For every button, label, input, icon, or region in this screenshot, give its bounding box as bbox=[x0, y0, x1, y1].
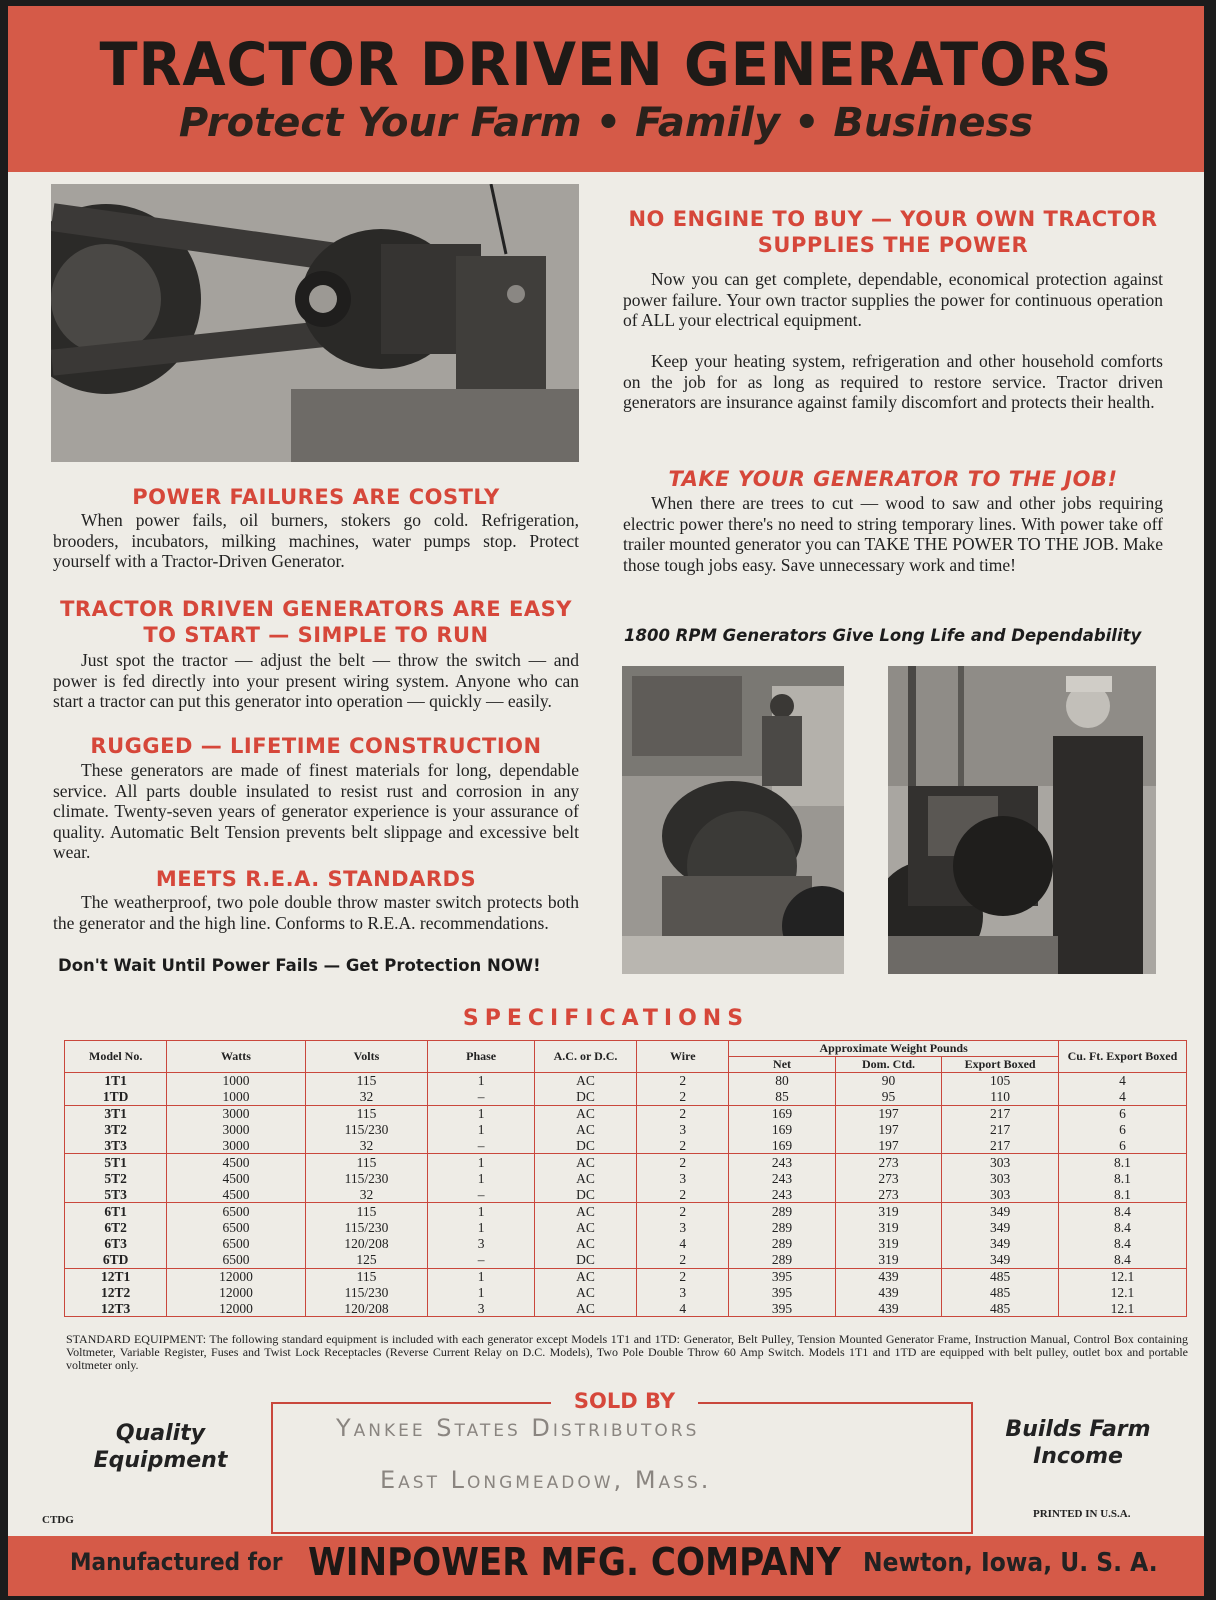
section-heading-rugged: RUGGED — LIFETIME CONSTRUCTION bbox=[90, 734, 542, 758]
table-cell: 5T2 bbox=[65, 1170, 167, 1186]
table-cell: 4 bbox=[1058, 1073, 1186, 1089]
table-cell: 197 bbox=[835, 1105, 941, 1121]
table-cell: 2 bbox=[637, 1073, 729, 1089]
header-banner bbox=[8, 6, 1204, 172]
col-volts: Volts bbox=[305, 1041, 428, 1073]
col-watts: Watts bbox=[167, 1041, 305, 1073]
standard-equipment-note: STANDARD EQUIPMENT: The following standard equipment is included with each generator except Models 1T1 and 1TD: Generator, Belt Pulley, Tension Mounted Generator Frame, Instruction Manual, Control Box containing Voltmeter, Variable Register, Fuses and Twist Lock Receptacles (Reverse Current Relay on D.C. Models), Two Pole Double Throw 60 Amp Switch. Models 1T1 and 1TD are equipped with belt pulley, outlet box and portable voltmeter only. bbox=[66, 1332, 1188, 1372]
table-cell: 319 bbox=[835, 1203, 941, 1219]
table-cell: 105 bbox=[942, 1073, 1059, 1089]
table-cell: 319 bbox=[835, 1235, 941, 1251]
table-cell: 169 bbox=[729, 1138, 835, 1154]
table-cell: 2 bbox=[637, 1154, 729, 1170]
table-cell: 303 bbox=[942, 1154, 1059, 1170]
table-cell: 95 bbox=[835, 1089, 941, 1105]
table-cell: 217 bbox=[942, 1138, 1059, 1154]
table-cell: AC bbox=[534, 1301, 636, 1317]
table-cell: 3000 bbox=[167, 1105, 305, 1121]
section-body-rugged: These generators are made of finest materials for long, dependable service. All parts double insulated to resist rust and corrosion in any climate. Twenty-seven years of generator experience is your assurance of quality. Automatic Belt Tension prevents belt slippage and excessive belt wear. bbox=[53, 760, 579, 862]
table-cell: 125 bbox=[305, 1252, 428, 1268]
table-cell: 3T3 bbox=[65, 1138, 167, 1154]
table-cell: 8.4 bbox=[1058, 1235, 1186, 1251]
table-cell: 485 bbox=[942, 1268, 1059, 1284]
section-heading-rea: MEETS R.E.A. STANDARDS bbox=[155, 867, 477, 891]
table-cell: 12000 bbox=[167, 1268, 305, 1284]
table-cell: 1T1 bbox=[65, 1073, 167, 1089]
table-cell: 3000 bbox=[167, 1138, 305, 1154]
table-cell: 6500 bbox=[167, 1219, 305, 1235]
table-cell: 6 bbox=[1058, 1105, 1186, 1121]
table-cell: AC bbox=[534, 1073, 636, 1089]
manufacturer-location: Newton, Iowa, U. S. A. bbox=[863, 1548, 1158, 1578]
table-cell: 32 bbox=[305, 1138, 428, 1154]
table-cell: 80 bbox=[729, 1073, 835, 1089]
form-code: CTDG bbox=[42, 1514, 74, 1526]
table-cell: – bbox=[428, 1187, 534, 1203]
flyer-page bbox=[8, 6, 1204, 1596]
dealer-stamp-location: East Longmeadow, Mass. bbox=[380, 1466, 712, 1494]
table-cell: 289 bbox=[729, 1252, 835, 1268]
table-cell: 319 bbox=[835, 1252, 941, 1268]
table-cell: 6TD bbox=[65, 1252, 167, 1268]
table-cell: 110 bbox=[942, 1089, 1059, 1105]
section-body-power-failures: When power fails, oil burners, stokers go cold. Refrigeration, brooders, incubators, milking machines, water pumps stop. Protect yourself with a Tractor-Driven Generator. bbox=[53, 510, 579, 571]
manufacturer-name: WINPOWER MFG. COMPANY bbox=[308, 1540, 841, 1584]
table-cell: 8.1 bbox=[1058, 1187, 1186, 1203]
table-row bbox=[65, 1138, 1187, 1154]
table-cell: 3T1 bbox=[65, 1105, 167, 1121]
table-cell: AC bbox=[534, 1235, 636, 1251]
col-phase: Phase bbox=[428, 1041, 534, 1073]
table-row bbox=[65, 1154, 1187, 1170]
table-cell: 6 bbox=[1058, 1138, 1186, 1154]
table-cell: 1 bbox=[428, 1073, 534, 1089]
table-cell: 115 bbox=[305, 1105, 428, 1121]
table-cell: 1000 bbox=[167, 1073, 305, 1089]
table-cell: 243 bbox=[729, 1170, 835, 1186]
table-cell: AC bbox=[534, 1284, 636, 1300]
table-cell: 395 bbox=[729, 1301, 835, 1317]
table-cell: 8.4 bbox=[1058, 1252, 1186, 1268]
table-cell: 6T1 bbox=[65, 1203, 167, 1219]
table-cell: 12.1 bbox=[1058, 1284, 1186, 1300]
table-cell: 439 bbox=[835, 1268, 941, 1284]
quality-equipment-tagline: Quality Equipment bbox=[93, 1421, 228, 1473]
table-cell: 349 bbox=[942, 1252, 1059, 1268]
section-heading-to-the-job: TAKE YOUR GENERATOR TO THE JOB! bbox=[668, 467, 1118, 491]
table-cell: 3 bbox=[637, 1219, 729, 1235]
sold-by-label: SOLD BY bbox=[573, 1389, 676, 1413]
specifications-title: SPECIFICATIONS bbox=[462, 1006, 750, 1031]
table-cell: 319 bbox=[835, 1219, 941, 1235]
table-row bbox=[65, 1105, 1187, 1121]
table-row bbox=[65, 1073, 1187, 1089]
table-cell: 273 bbox=[835, 1187, 941, 1203]
table-cell: 3 bbox=[428, 1235, 534, 1251]
table-cell: 1 bbox=[428, 1268, 534, 1284]
table-row bbox=[65, 1235, 1187, 1251]
table-cell: 12.1 bbox=[1058, 1268, 1186, 1284]
table-cell: 1 bbox=[428, 1105, 534, 1121]
table-cell: 12000 bbox=[167, 1284, 305, 1300]
section-body-no-engine-1: Now you can get complete, dependable, economical protection against power failure. Your own tractor supplies the power for continuous operation of ALL your electrical equipment. bbox=[623, 269, 1163, 330]
table-cell: 85 bbox=[729, 1089, 835, 1105]
section-body-rea: The weatherproof, two pole double throw master switch protects both the generator and the high line. Conforms to R.E.A. recommendations. bbox=[53, 892, 579, 933]
table-cell: 1 bbox=[428, 1154, 534, 1170]
table-cell: 4500 bbox=[167, 1154, 305, 1170]
printed-in-usa: PRINTED IN U.S.A. bbox=[1033, 1508, 1131, 1520]
table-cell: – bbox=[428, 1138, 534, 1154]
table-row bbox=[65, 1170, 1187, 1186]
rpm-statement: 1800 RPM Generators Give Long Life and Dependability bbox=[624, 626, 1142, 645]
col-wire: Wire bbox=[637, 1041, 729, 1073]
table-cell: DC bbox=[534, 1089, 636, 1105]
table-cell: 115/230 bbox=[305, 1170, 428, 1186]
table-row bbox=[65, 1301, 1187, 1317]
table-cell: DC bbox=[534, 1187, 636, 1203]
table-cell: 1 bbox=[428, 1219, 534, 1235]
table-cell: 217 bbox=[942, 1121, 1059, 1137]
table-cell: 2 bbox=[637, 1138, 729, 1154]
table-cell: AC bbox=[534, 1121, 636, 1137]
table-cell: 4500 bbox=[167, 1187, 305, 1203]
table-cell: 8.1 bbox=[1058, 1154, 1186, 1170]
table-cell: 8.1 bbox=[1058, 1170, 1186, 1186]
builds-income-tagline: Builds Farm Income bbox=[1005, 1417, 1151, 1469]
table-row bbox=[65, 1187, 1187, 1203]
table-cell: 289 bbox=[729, 1235, 835, 1251]
table-cell: – bbox=[428, 1089, 534, 1105]
table-cell: 90 bbox=[835, 1073, 941, 1089]
table-cell: 8.4 bbox=[1058, 1203, 1186, 1219]
table-row bbox=[65, 1284, 1187, 1300]
col-cuft: Cu. Ft. Export Boxed bbox=[1058, 1041, 1186, 1073]
table-cell: 12.1 bbox=[1058, 1301, 1186, 1317]
table-cell: 12T2 bbox=[65, 1284, 167, 1300]
table-cell: 485 bbox=[942, 1301, 1059, 1317]
table-cell: 3 bbox=[637, 1170, 729, 1186]
table-cell: 3T2 bbox=[65, 1121, 167, 1137]
trailer-generator-photo bbox=[888, 666, 1156, 974]
table-cell: 3 bbox=[428, 1301, 534, 1317]
table-cell: 12000 bbox=[167, 1301, 305, 1317]
table-cell: 12T1 bbox=[65, 1268, 167, 1284]
table-cell: 115 bbox=[305, 1073, 428, 1089]
table-cell: 5T3 bbox=[65, 1187, 167, 1203]
dealer-stamp-name: Yankee States Distributors bbox=[336, 1414, 700, 1442]
table-cell: 273 bbox=[835, 1154, 941, 1170]
section-body-easy-start: Just spot the tractor — adjust the belt — throw the switch — and power is fed directly into your present wiring system. Anyone who can start a tractor can put this generator into operation — quickly — easily. bbox=[53, 650, 579, 711]
col-export-boxed: Export Boxed bbox=[942, 1057, 1059, 1073]
page-subtitle: Protect Your Farm • Family • Business bbox=[178, 100, 1034, 146]
col-dom-ctd: Dom. Ctd. bbox=[835, 1057, 941, 1073]
table-cell: 8.4 bbox=[1058, 1219, 1186, 1235]
table-cell: 115 bbox=[305, 1154, 428, 1170]
table-cell: 6T2 bbox=[65, 1219, 167, 1235]
table-cell: 2 bbox=[637, 1268, 729, 1284]
table-cell: 485 bbox=[942, 1284, 1059, 1300]
table-cell: DC bbox=[534, 1138, 636, 1154]
table-cell: 1TD bbox=[65, 1089, 167, 1105]
table-cell: 6 bbox=[1058, 1121, 1186, 1137]
tractor-operator-photo bbox=[622, 666, 844, 974]
table-cell: 303 bbox=[942, 1187, 1059, 1203]
table-cell: 115 bbox=[305, 1268, 428, 1284]
table-row bbox=[65, 1219, 1187, 1235]
col-weight-group: Approximate Weight Pounds bbox=[729, 1041, 1059, 1057]
table-cell: 2 bbox=[637, 1187, 729, 1203]
footer-banner bbox=[8, 1536, 1204, 1596]
table-cell: 289 bbox=[729, 1203, 835, 1219]
table-cell: 395 bbox=[729, 1268, 835, 1284]
table-cell: 395 bbox=[729, 1284, 835, 1300]
table-cell: 12T3 bbox=[65, 1301, 167, 1317]
table-cell: AC bbox=[534, 1170, 636, 1186]
table-cell: 2 bbox=[637, 1105, 729, 1121]
table-cell: 2 bbox=[637, 1089, 729, 1105]
section-body-to-the-job: When there are trees to cut — wood to saw and other jobs requiring electric power there's no need to string temporary lines. With power take off trailer mounted generator you can TAKE THE POWER TO THE JOB. Make those tough jobs easy. Save unnecessary work and time! bbox=[623, 493, 1163, 575]
table-cell: 1 bbox=[428, 1284, 534, 1300]
table-cell: 197 bbox=[835, 1121, 941, 1137]
table-row bbox=[65, 1252, 1187, 1268]
section-heading-power-failures: POWER FAILURES ARE COSTLY bbox=[132, 485, 500, 509]
table-cell: 289 bbox=[729, 1219, 835, 1235]
table-cell: DC bbox=[534, 1252, 636, 1268]
table-cell: 273 bbox=[835, 1170, 941, 1186]
table-cell: 1000 bbox=[167, 1089, 305, 1105]
table-cell: 439 bbox=[835, 1284, 941, 1300]
table-cell: 6500 bbox=[167, 1252, 305, 1268]
table-cell: 349 bbox=[942, 1219, 1059, 1235]
table-cell: 4500 bbox=[167, 1170, 305, 1186]
table-cell: 32 bbox=[305, 1089, 428, 1105]
section-heading-easy-start: TRACTOR DRIVEN GENERATORS ARE EASY TO START — SIMPLE TO RUN bbox=[60, 597, 572, 647]
table-row bbox=[65, 1089, 1187, 1105]
table-cell: 303 bbox=[942, 1170, 1059, 1186]
table-cell: 120/208 bbox=[305, 1301, 428, 1317]
call-to-action: Don't Wait Until Power Fails — Get Protection NOW! bbox=[58, 956, 541, 975]
table-cell: 5T1 bbox=[65, 1154, 167, 1170]
table-cell: 4 bbox=[1058, 1089, 1186, 1105]
table-cell: 6T3 bbox=[65, 1235, 167, 1251]
footer-prefix: Manufactured for bbox=[70, 1548, 283, 1576]
col-net: Net bbox=[729, 1057, 835, 1073]
table-cell: AC bbox=[534, 1268, 636, 1284]
table-cell: 217 bbox=[942, 1105, 1059, 1121]
table-row bbox=[65, 1203, 1187, 1219]
table-cell: 2 bbox=[637, 1252, 729, 1268]
table-cell: 349 bbox=[942, 1203, 1059, 1219]
section-body-no-engine-2: Keep your heating system, refrigeration and other household comforts on the job for as long as required to restore service. Tractor driven generators are insurance against family discomfort and protects their health. bbox=[623, 351, 1163, 412]
table-cell: 115 bbox=[305, 1203, 428, 1219]
table-cell: 1 bbox=[428, 1170, 534, 1186]
table-cell: 169 bbox=[729, 1105, 835, 1121]
table-cell: AC bbox=[534, 1219, 636, 1235]
page-title: TRACTOR DRIVEN GENERATORS bbox=[99, 30, 1113, 100]
table-cell: AC bbox=[534, 1203, 636, 1219]
table-cell: 349 bbox=[942, 1235, 1059, 1251]
table-cell: 115/230 bbox=[305, 1219, 428, 1235]
table-cell: 32 bbox=[305, 1187, 428, 1203]
col-model: Model No. bbox=[65, 1041, 167, 1073]
specifications-body bbox=[65, 1073, 1187, 1317]
table-cell: 6500 bbox=[167, 1203, 305, 1219]
table-cell: 120/208 bbox=[305, 1235, 428, 1251]
table-cell: 169 bbox=[729, 1121, 835, 1137]
col-acdc: A.C. or D.C. bbox=[534, 1041, 636, 1073]
table-cell: 243 bbox=[729, 1154, 835, 1170]
generator-photo bbox=[51, 184, 579, 462]
table-cell: 115/230 bbox=[305, 1284, 428, 1300]
section-heading-no-engine: NO ENGINE TO BUY — YOUR OWN TRACTOR SUPPLIES THE POWER bbox=[628, 207, 1158, 257]
table-cell: 3 bbox=[637, 1121, 729, 1137]
table-cell: 197 bbox=[835, 1138, 941, 1154]
table-cell: 3 bbox=[637, 1284, 729, 1300]
table-cell: AC bbox=[534, 1105, 636, 1121]
table-cell: AC bbox=[534, 1154, 636, 1170]
table-cell: 243 bbox=[729, 1187, 835, 1203]
table-cell: 6500 bbox=[167, 1235, 305, 1251]
table-cell: 3000 bbox=[167, 1121, 305, 1137]
table-row bbox=[65, 1268, 1187, 1284]
table-cell: 115/230 bbox=[305, 1121, 428, 1137]
table-cell: 1 bbox=[428, 1203, 534, 1219]
table-cell: 439 bbox=[835, 1301, 941, 1317]
table-cell: 1 bbox=[428, 1121, 534, 1137]
table-cell: 4 bbox=[637, 1235, 729, 1251]
specifications-table bbox=[64, 1040, 1187, 1317]
table-cell: 4 bbox=[637, 1301, 729, 1317]
table-cell: 2 bbox=[637, 1203, 729, 1219]
table-cell: – bbox=[428, 1252, 534, 1268]
table-row bbox=[65, 1121, 1187, 1137]
